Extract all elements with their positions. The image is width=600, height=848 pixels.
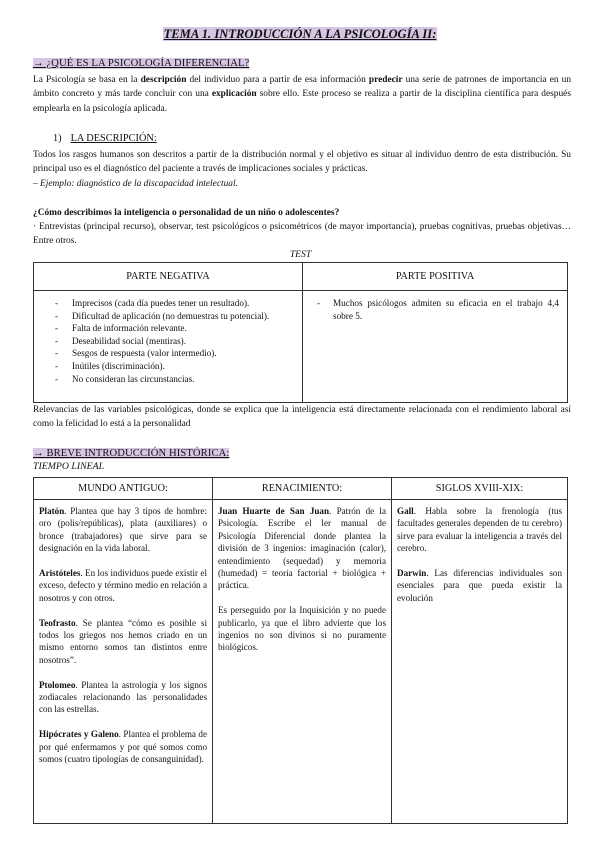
description-heading: 1) LA DESCRIPCIÓN: (53, 133, 157, 144)
list-item: - Falta de información relevante. (34, 322, 292, 335)
positives-cell (303, 291, 568, 403)
history-table (33, 477, 568, 824)
column-header-siglos: SIGLOS XVIII-XIX: (392, 478, 568, 500)
renacimiento-cell (213, 500, 392, 824)
column-header-renacimiento: RENACIMIENTO: (213, 478, 392, 500)
entry-aristoteles: Aristóteles. En los individuos puede existir el exceso, defecto y término medio en relación a nosotros y con otros. (39, 568, 207, 603)
list-item: - Imprecisos (cada día puedes tener un resultado). (34, 297, 292, 310)
entry-darwin: Darwin. Las diferencias individuales son esenciales para que pueda existir la evolución (397, 568, 562, 603)
relevance-paragraph: Relevancias de las variables psicológicas, donde se explica que la inteligencia está directamente relacionada con el rendimiento laboral así como la felicidad lo está a la personalidad (33, 405, 571, 430)
intro-paragraph: La Psicología se basa en la descripción del individuo para a partir de esa información predecir una serie de patrones de importancia en un ámbito concreto y más tarde concluir con una explicación sobre ello. Este proceso se realiza a partir de la disciplina científica para después emplearla en la psicología aplicada. (33, 75, 572, 114)
siglos-cell (392, 500, 568, 824)
negatives-list (34, 297, 292, 385)
list-item: - Dificultad de aplicación (no demuestras tu potencial). (34, 310, 292, 323)
column-header-negative: PARTE NEGATIVA (34, 263, 303, 291)
list-item: - Muchos psicólogos admiten su eficacia en el trabajo 4,4 sobre 5. (303, 297, 559, 322)
entry-hipocrates-galeno: Hipócrates y Galeno. Plantea el problema de por qué enfermamos y por qué somos como somos (cuatro tipologías de consanguinidad). (39, 729, 208, 765)
list-item: - Inútiles (discriminación). (34, 360, 292, 373)
section-heading-psicologia-diferencial: → ¿QUÉ ES LA PSICOLOGÍA DIFERENCIAL? (33, 58, 250, 69)
question-paragraph: · Entrevistas (principal recurso), observar, test psicológicos o psicométricos (de mayor importancia), pruebas cognitivas, pruebas objetivas… Entre otros. (33, 222, 571, 247)
document-title: TEMA 1. INTRODUCCIÓN A LA PSICOLOGÍA II: (163, 27, 437, 41)
question-heading: ¿Cómo describimos la inteligencia o personalidad de un niño o adolescentes? (33, 208, 340, 218)
list-item: - Sesgos de respuesta (valor intermedio). (34, 347, 292, 360)
negatives-cell (34, 291, 303, 403)
entry-gall: Gall. Habla sobre la frenología (tus facultades generales dependen de tu cerebro) sirve para evaluar la inteligencia a través del cerebro. (397, 506, 562, 554)
test-table (33, 262, 568, 403)
entry-huarte: Juan Huarte de San Juan. Patrón de la Psicología. Escribe el ler manual de Psicología Diferencial donde plantea la división de 3 ingenios: imaginación (calor), entendimiento (sequedad) y memoria (humedad) = teoría factorial + biológica + práctica. (218, 506, 386, 591)
entry-ptolomeo: Ptolomeo. Plantea la astrología y los signos zodiacales relacionando las personalidades con las estrellas. (39, 679, 207, 715)
description-paragraph: Todos los rasgos humanos son descritos a partir de la distribución normal y el objetivo es situar al individuo dentro de esta distribución. Su principal uso es el diagnóstico del paciente a través de implicaciones sociales y prácticas. – Ejemplo: diagnóstico de la discapacidad intelectual. (33, 150, 571, 189)
tiempo-lineal-label: TIEMPO LINEAL (33, 461, 105, 472)
list-item: - No consideran las circunstancias. (34, 373, 292, 386)
entry-teofrasto: Teofrasto. Se plantea “cómo es posible si todos los griegos nos hemos criado en un mismo entorno somos tan distintos entre nosotros”. (39, 617, 207, 665)
positives-list (303, 297, 559, 322)
section-heading-historia: → BREVE INTRODUCCIÓN HISTÓRICA: (33, 448, 230, 459)
entry-inquisicion: Es perseguido por la Inquisición y no puede publicarlo, ya que el libro advierte que los ingenios no son divinos si no puramente biológicos. (218, 605, 386, 653)
test-caption: TEST (289, 249, 312, 260)
column-header-mundo-antiguo: MUNDO ANTIGUO: (34, 478, 213, 500)
column-header-positive: PARTE POSITIVA (303, 263, 568, 291)
mundo-antiguo-cell (34, 500, 213, 824)
list-item: - Deseabilidad social (mentiras). (34, 335, 292, 348)
entry-platon: Platón. Plantea que hay 3 tipos de hombre: oro (polis/repúblicas), plata (auxiliares) o bronce (trabajadores) que sirve para se designación en la vida laboral. (39, 506, 207, 554)
